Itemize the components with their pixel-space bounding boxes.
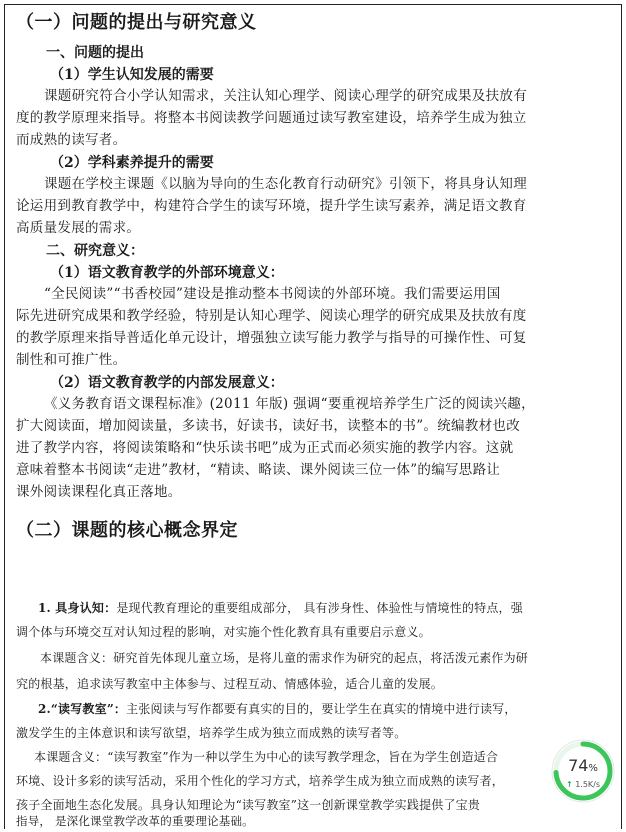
upload-arrow-icon: ↑	[565, 780, 573, 789]
concept2-text: 主张阅读与写作都要有真实的目的，要让学生在真实的情境中进行读写，	[126, 702, 517, 716]
sub1-heading: （1）学生认知发展的需要	[50, 67, 214, 83]
paragraph-line: 高质量发展的需求。	[16, 220, 141, 236]
concept2-label: 2.“读写教室”：	[38, 702, 127, 716]
sub3-heading: （1）语文教育教学的外部环境意义：	[50, 265, 284, 281]
paragraph-line: 课外阅读课程化真正落地。	[16, 484, 182, 500]
paragraph-line: 制性和可推广性。	[16, 352, 127, 368]
section2-title: （二）课题的核心概念界定	[16, 520, 238, 541]
paragraph-line: 《义务教育语文课程标准》(2011 年版) 强调“要重视培养学生广泛的阅读兴趣，	[44, 396, 535, 412]
part1-heading: 一、问题的提出	[46, 45, 144, 61]
paragraph-line: 指导， 是深化课堂教学改革的重要理论基础。	[16, 814, 254, 828]
paragraph-line: 环境、设计多彩的读写活动，采用个性化的学习方式，培养学生成为独立而成熟的读写者，	[16, 774, 505, 788]
paragraph-line: 究的根基，追求读写教室中主体参与、过程互动、情感体验，适合儿童的发展。	[16, 677, 444, 691]
concept2-line	[38, 703, 517, 715]
paragraph-line: 而成熟的读写者。	[16, 132, 127, 148]
sub2-heading: （2）学科素养提升的需要	[50, 155, 214, 171]
section1-title: （一）问题的提出与研究意义	[16, 12, 257, 33]
speed-readout: ↑ 1.5K/s	[565, 780, 601, 789]
paragraph-line: 际先进研究成果和教学经验，特别是认知心理学、阅读心理学的研究成果及扶放有度	[16, 308, 527, 324]
paragraph-line: 激发学生的主体意识和读写欲望，培养学生成为独立而成熟的读写者等。	[16, 726, 407, 740]
paragraph-line: 进了教学内容，将阅读策略和“快乐读书吧”成为正式而必须实施的教学内容。这就	[16, 440, 514, 456]
paragraph-line: 论运用到教育教学中，构建符合学生的读写环境，提升学生读写素养，满足语文教育	[16, 198, 527, 214]
paragraph-line: 本课题含义：研究首先体现儿童立场，是将儿童的需求作为研究的起点，将活泼元素作为研	[40, 651, 529, 665]
paragraph-line: 课题研究符合小学认知需求，关注认知心理学、阅读心理学的研究成果及扶放有	[44, 88, 527, 104]
part2-heading: 二、研究意义：	[46, 243, 144, 259]
paragraph-line: 的教学原理来指导普适化单元设计，增强独立读写能力教学与指导的可操作性、可复	[16, 330, 527, 346]
paragraph-line: 意味着整本书阅读“走进”教材，“精读、略读、课外阅读三位一体”的编写思路让	[16, 462, 501, 478]
paragraph-line: 孩子全面地生态化发展。具身认知理论为“读写教室”这一创新课堂教学实践提供了宝贵	[16, 798, 481, 812]
paragraph-line: 调个体与环境交互对认知过程的影响，对实施个性化教育具有重要启示意义。	[16, 625, 431, 639]
concept1-text: 是现代教育理论的重要组成部分， 具有涉身性、体验性与情境性的特点，强	[116, 601, 523, 615]
sub4-heading: （2）语文教育教学的内部发展意义：	[50, 375, 284, 391]
paragraph-line: 课题在学校主课题《以脑为导向的生态化教育行动研究》引领下，将具身认知理	[44, 176, 527, 192]
paragraph-line: 本课题含义：“读写教室”作为一种以学生为中心的读写教学理念，旨在为学生创造适合	[34, 750, 499, 764]
progress-widget[interactable]	[551, 739, 615, 803]
paragraph-line: 度的教学原理来指导。将整本书阅读教学问题通过读写教室建设，培养学生成为独立	[16, 110, 527, 126]
paragraph-line: “全民阅读”“书香校园”建设是推动整本书阅读的外部环境。我们需要运用国	[44, 286, 501, 302]
progress-percent: 74%	[568, 756, 598, 775]
concept1-label: 1. 具身认知：	[38, 601, 117, 615]
paragraph-line: 扩大阅读面，增加阅读量，多读书，好读书，读好书，读整本的书”。统编教材也改	[16, 418, 521, 434]
concept1-line	[38, 602, 523, 614]
